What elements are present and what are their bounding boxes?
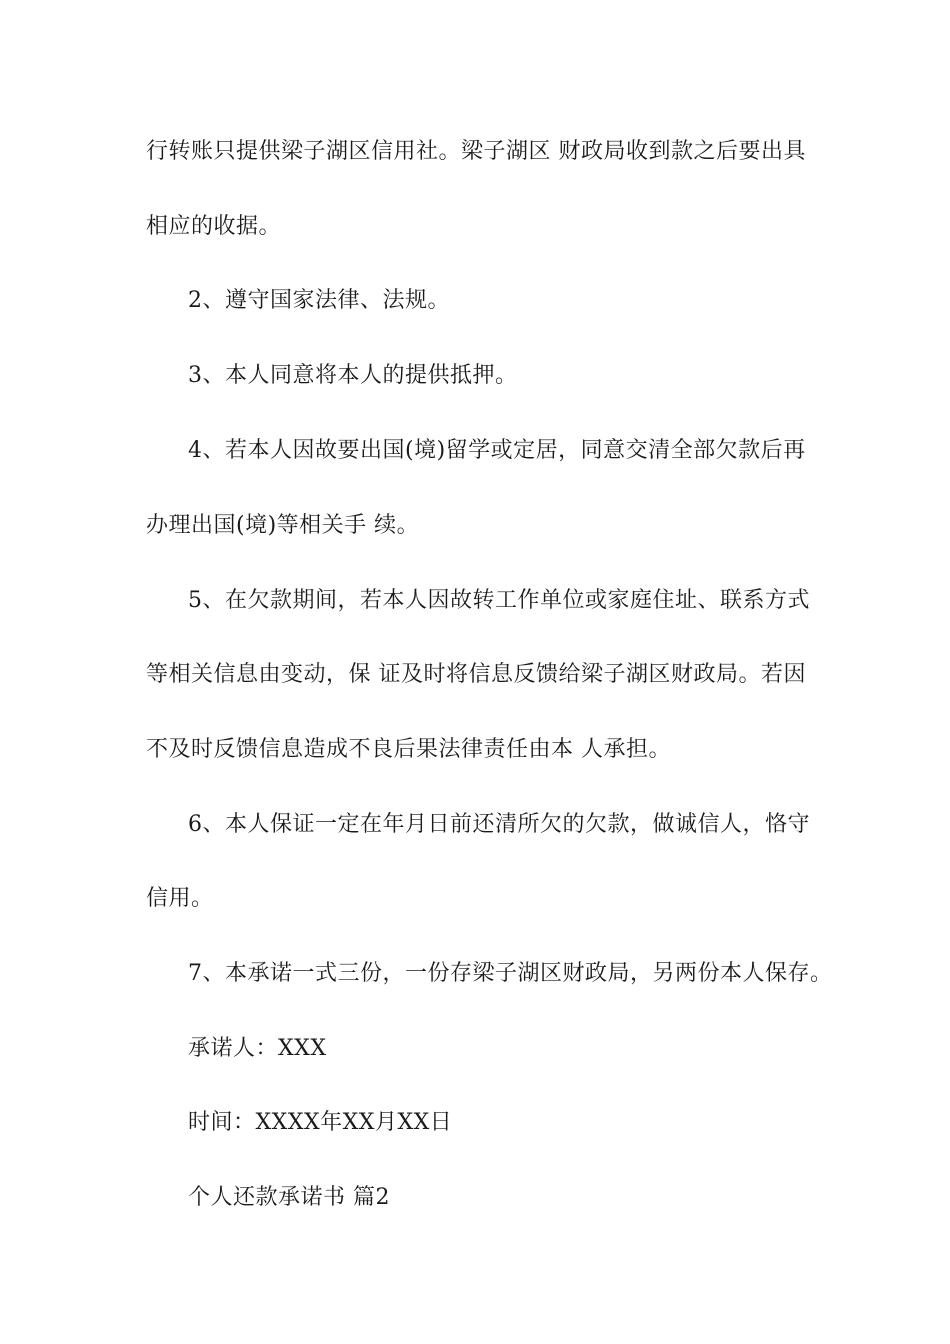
signatory-line: 承诺人：XXX [188, 1036, 327, 1061]
clause-4-line-2: 办理出国(境)等相关手 续。 [146, 513, 420, 538]
clause-6-line-2: 信用。 [146, 886, 214, 911]
section-heading: 个人还款承诺书 篇2 [188, 1185, 390, 1210]
clause-5-line-3: 不及时反馈信息造成不良后果法律责任由本 人承担。 [146, 737, 671, 762]
clause-2-line: 2、遵守国家法律、法规。 [188, 288, 450, 313]
clause-4-line-1: 4、若本人因故要出国(境)留学或定居，同意交清全部欠款后再 [188, 438, 806, 463]
clause-6-line-1: 6、本人保证一定在年月日前还清所欠的欠款，做诚信人，恪守 [188, 812, 810, 837]
paragraph-line-2: 相应的收据。 [146, 214, 282, 239]
paragraph-line-1: 行转账只提供梁子湖区信用社。梁子湖区 财政局收到款之后要出具 [146, 139, 806, 164]
clause-3-line: 3、本人同意将本人的提供抵押。 [188, 363, 518, 388]
date-line: 时间：XXXX年XX月XX日 [188, 1110, 453, 1135]
clause-7-line: 7、本承诺一式三份，一份存梁子湖区财政局，另两份本人保存。 [188, 961, 833, 986]
clause-5-line-2: 等相关信息由变动，保 证及时将信息反馈给梁子湖区财政局。若因 [146, 662, 806, 687]
clause-5-line-1: 5、在欠款期间，若本人因故转工作单位或家庭住址、联系方式 [188, 588, 810, 613]
